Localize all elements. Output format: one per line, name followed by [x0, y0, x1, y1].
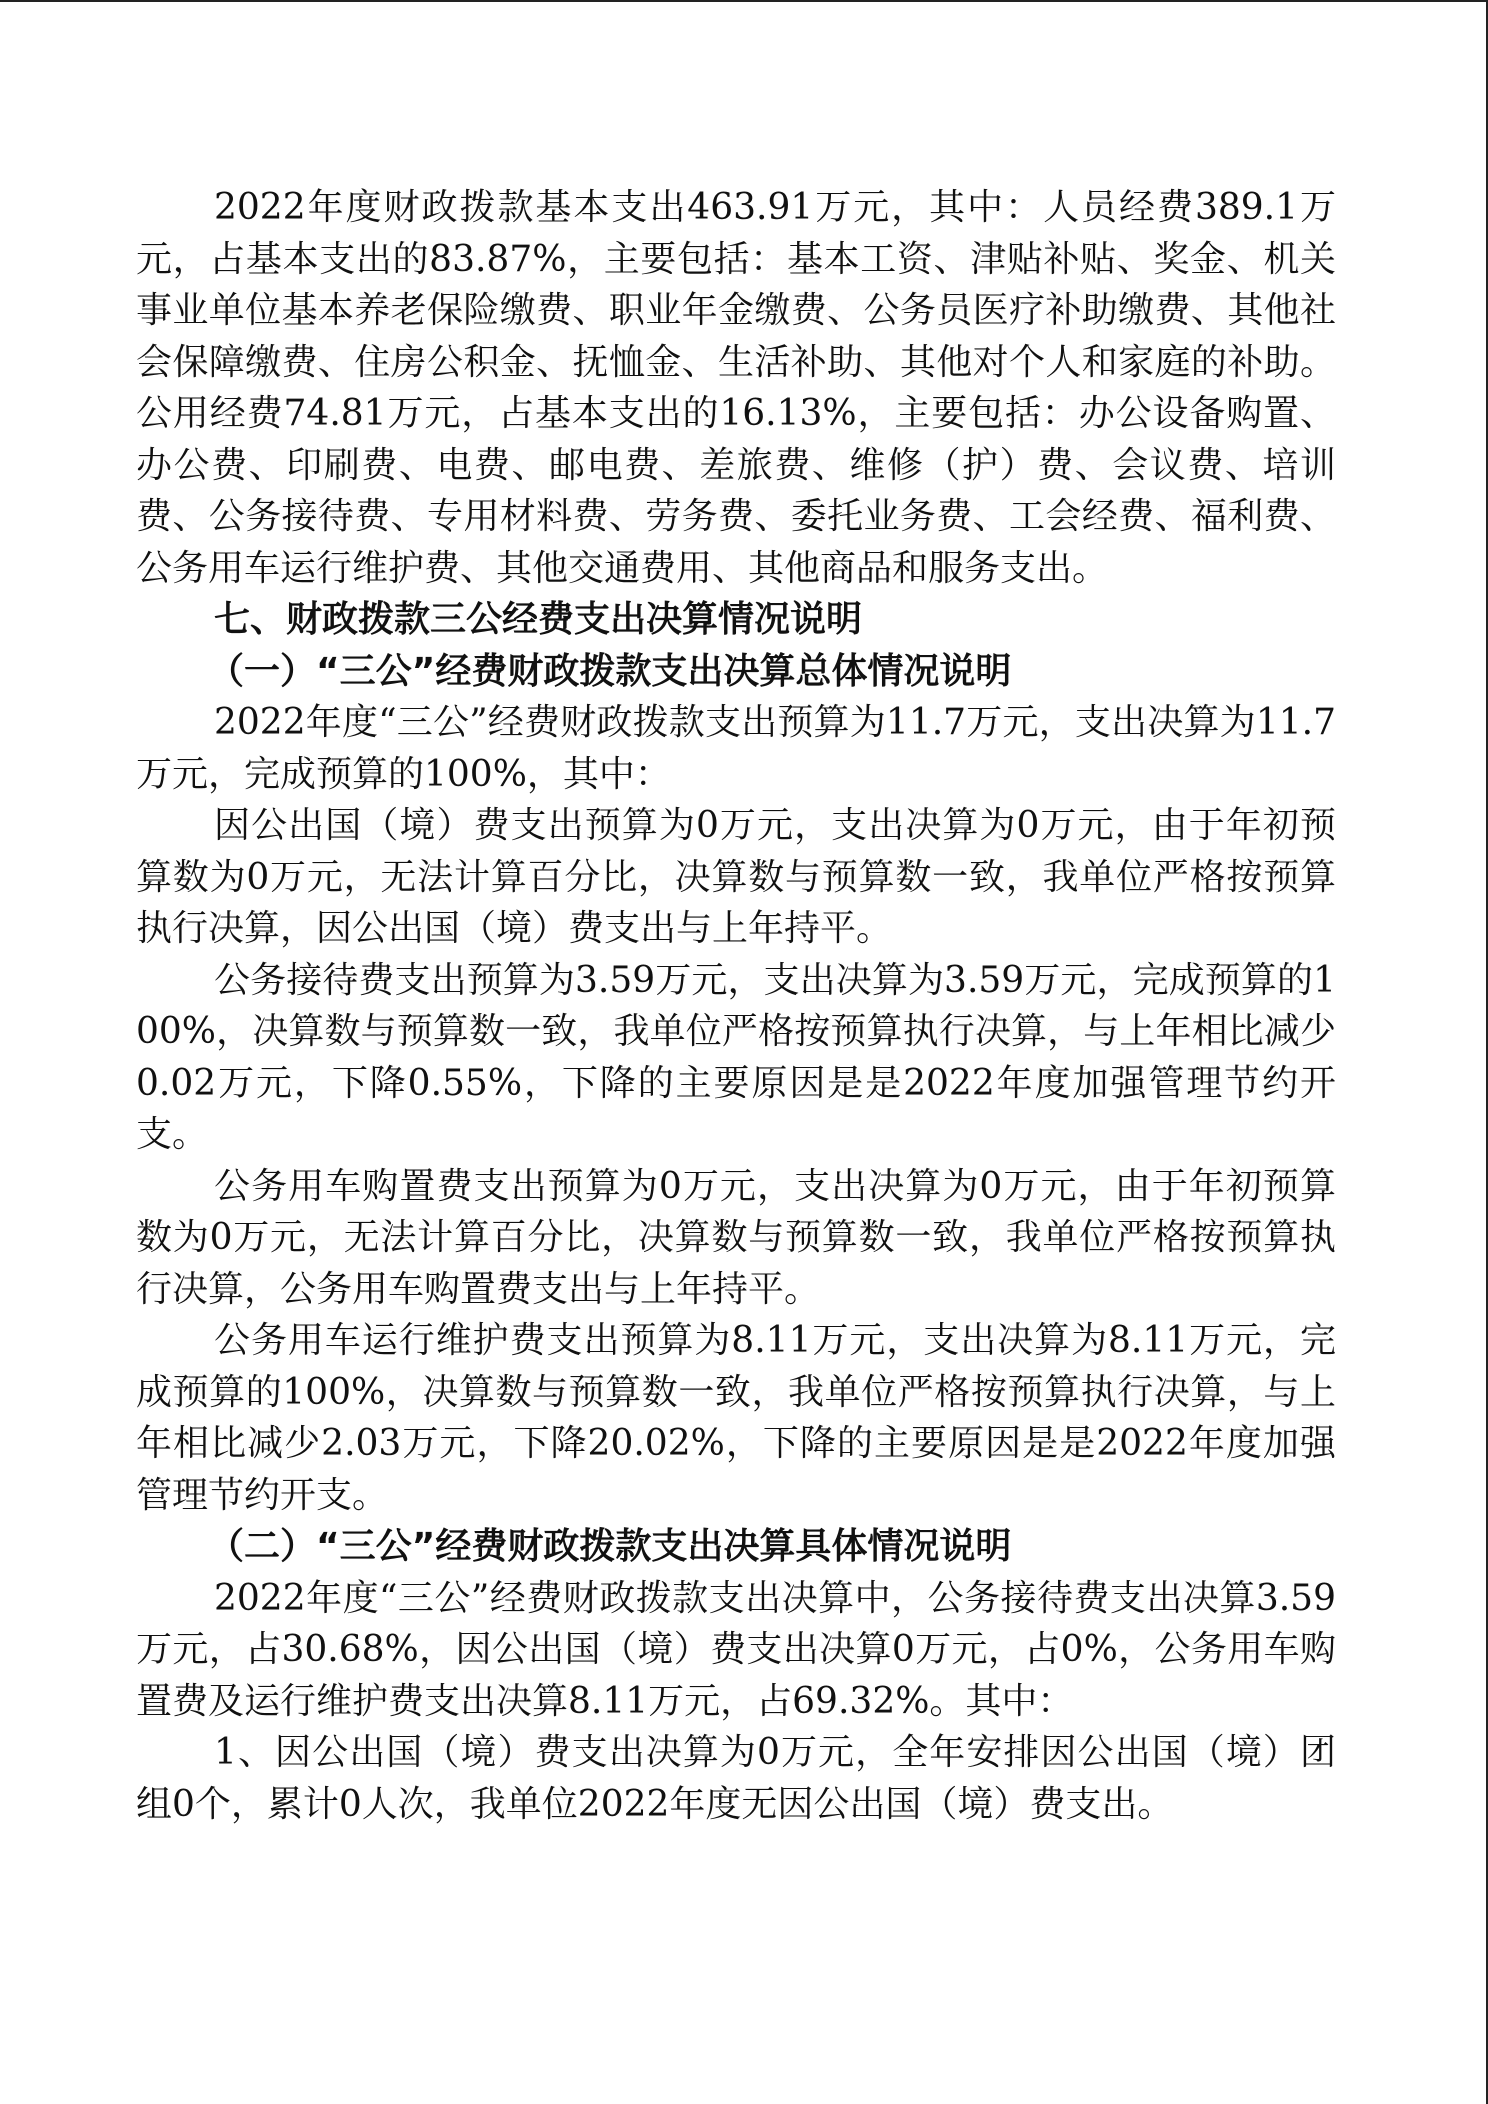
paragraph-three-public-detail: 2022年度“三公”经费财政拨款支出决算中，公务接待费支出决算3.59万元，占30.68%，因公出国（境）费支出决算0万元，占0%，公务用车购置费及运行维护费支出决算8.11万元，占69.32%。其中： [136, 1577, 1336, 1722]
section-heading-seven: 七、财政拨款三公经费支出决算情况说明 [214, 599, 863, 640]
paragraph-basic-expenditure: 2022年度财政拨款基本支出463.91万元，其中：人员经费389.1万元，占基本支出的83.87%，主要包括：基本工资、津贴补贴、奖金、机关事业单位基本养老保险缴费、职业年金缴费、公务员医疗补助缴费、其他社会保障缴费、住房公积金、抚恤金、生活补助、其他对个人和家庭的补助。公用经费74.81万元，占基本支出的16.13%，主要包括：办公设备购置、办公费、印刷费、电费、邮电费、差旅费、维修（护）费、会议费、培训费、公务接待费、专用材料费、劳务费、委托业务费、工会经费、福利费、公务用车运行维护费、其他交通费用、其他商品和服务支出。 [136, 187, 1336, 589]
paragraph-vehicle-purchase: 公务用车购置费支出预算为0万元，支出决算为0万元，由于年初预算数为0万元，无法计算百分比，决算数与预算数一致，我单位严格按预算执行决算，公务用车购置费支出与上年持平。 [136, 1165, 1336, 1310]
paragraph-vehicle-maintenance: 公务用车运行维护费支出预算为8.11万元，支出决算为8.11万元，完成预算的100%，决算数与预算数一致，我单位严格按预算执行决算，与上年相比减少2.03万元，下降20.02%，下降的主要原因是是2022年度加强管理节约开支。 [136, 1320, 1336, 1516]
document-body [136, 182, 1336, 1830]
paragraph-reception-expense: 公务接待费支出预算为3.59万元，支出决算为3.59万元，完成预算的100%，决算数与预算数一致，我单位严格按预算执行决算，与上年相比减少0.02万元，下降0.55%，下降的主要原因是是2022年度加强管理节约开支。 [136, 959, 1336, 1155]
subsection-heading-two: （二）“三公”经费财政拨款支出决算具体情况说明 [208, 1526, 1012, 1567]
paragraph-three-public-overall: 2022年度“三公”经费财政拨款支出预算为11.7万元，支出决算为11.7万元，完成预算的100%，其中： [136, 702, 1336, 795]
paragraph-overseas-detail: 1、因公出国（境）费支出决算为0万元，全年安排因公出国（境）团组0个，累计0人次，我单位2022年度无因公出国（境）费支出。 [136, 1732, 1336, 1825]
paragraph-overseas-travel: 因公出国（境）费支出预算为0万元，支出决算为0万元，由于年初预算数为0万元，无法计算百分比，决算数与预算数一致，我单位严格按预算执行决算，因公出国（境）费支出与上年持平。 [136, 805, 1336, 949]
subsection-heading-one: （一）“三公”经费财政拨款支出决算总体情况说明 [208, 650, 1012, 692]
